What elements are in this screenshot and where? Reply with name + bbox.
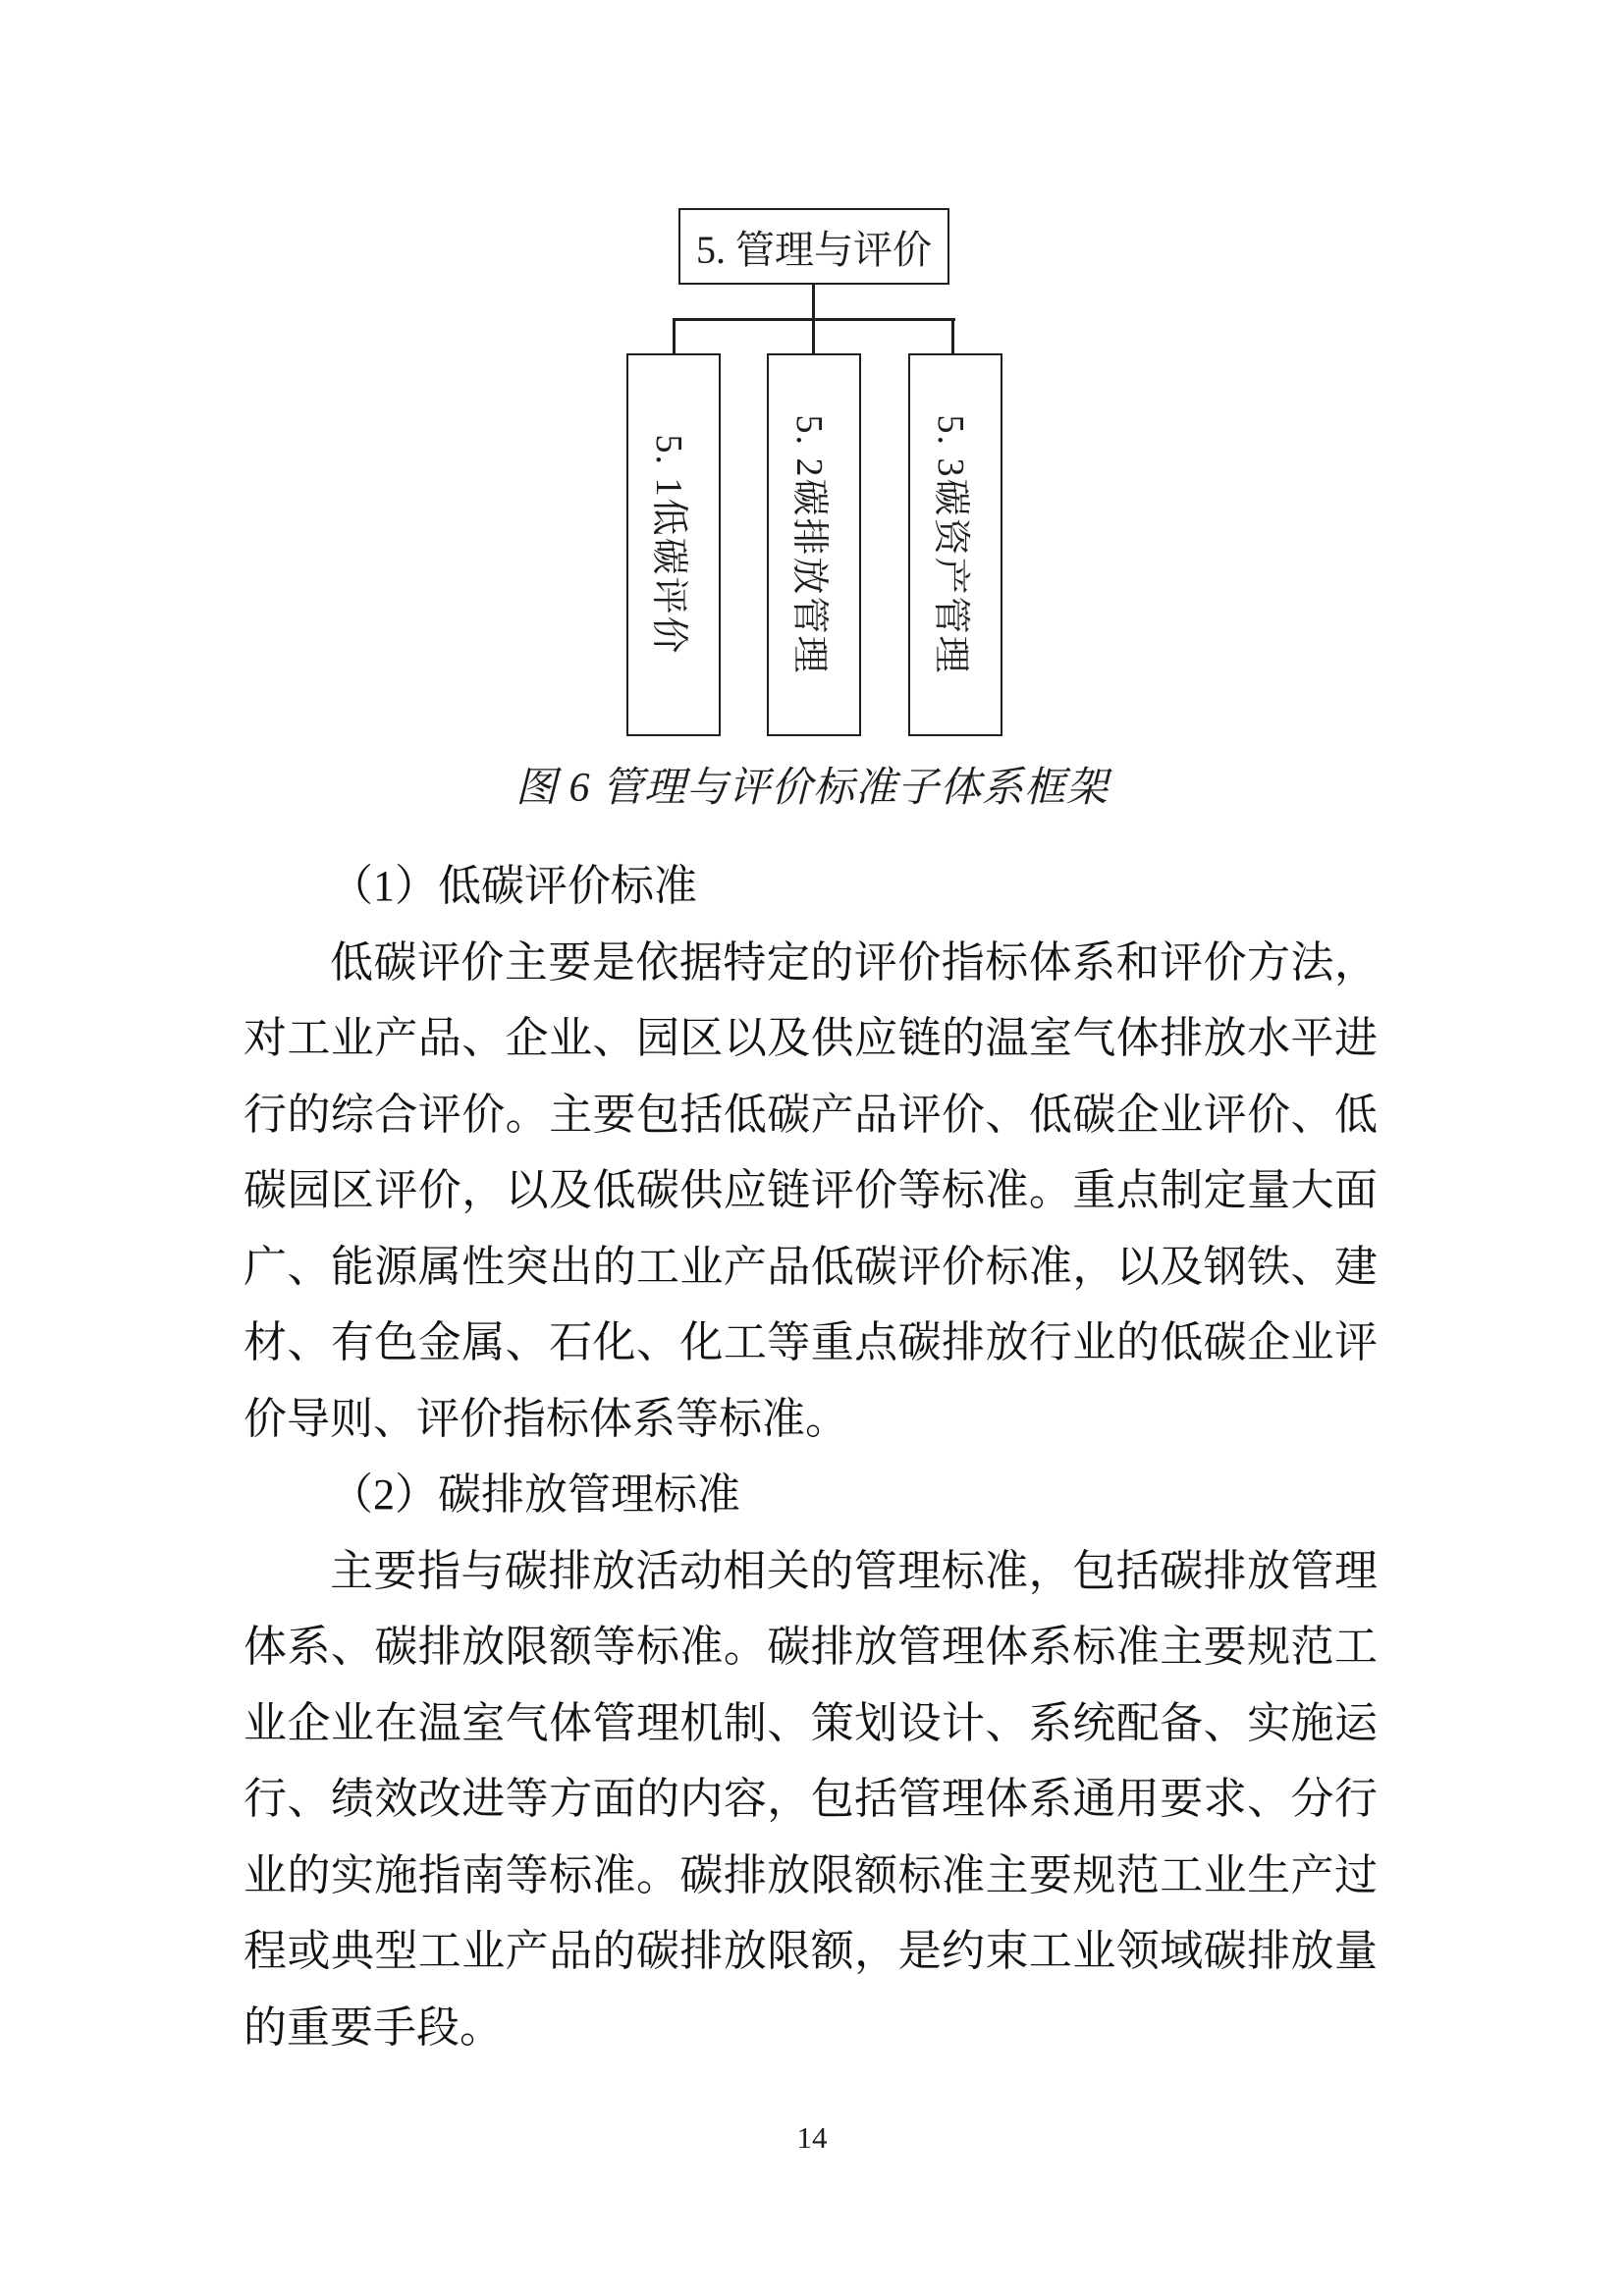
connector-root-drop-line — [812, 285, 815, 319]
org-chart-child-node-2 — [767, 353, 861, 736]
body-line: 的重要手段。 — [244, 2002, 503, 2052]
org-chart-child-label-2: 5. 2碳排放管理 — [788, 414, 831, 675]
org-chart-child-node-1 — [626, 353, 721, 736]
connector-stub-line-1 — [673, 320, 676, 353]
body-line: 价导则、评价指标体系等标准。 — [244, 1394, 848, 1443]
section-heading-1: （1）低碳评价标准 — [330, 862, 697, 910]
page-number: 14 — [796, 2120, 828, 2155]
body-line: 对工业产品、企业、园区以及供应链的温室气体排放水平进 — [244, 1014, 1378, 1062]
body-line: 主要指与碳排放活动相关的管理标准，包括碳排放管理 — [330, 1546, 1378, 1595]
org-chart-child-label-3: 5. 3碳资产管理 — [930, 414, 972, 675]
body-text — [244, 848, 1378, 2065]
org-chart-child-label-1: 5. 1低碳评价 — [648, 434, 690, 656]
figure-caption: 图 6 管理与评价标准子体系框架 — [514, 766, 1109, 811]
section-heading-2: （2）碳排放管理标准 — [330, 1470, 740, 1519]
body-line: 程或典型工业产品的碳排放限额，是约束工业领域碳排放量 — [244, 1927, 1378, 1975]
body-line: 行的综合评价。主要包括低碳产品评价、低碳企业评价、低 — [244, 1090, 1378, 1139]
body-line: 碳园区评价，以及低碳供应链评价等标准。重点制定量大面 — [244, 1166, 1378, 1214]
connector-stub-line-3 — [951, 320, 954, 353]
body-line: 业的实施指南等标准。碳排放限额标准主要规范工业生产过 — [244, 1850, 1378, 1899]
body-line: 广、能源属性突出的工业产品低碳评价标准，以及钢铁、建 — [244, 1242, 1378, 1291]
connector-stub-line-2 — [812, 320, 815, 353]
body-line: 体系、碳排放限额等标准。碳排放管理体系标准主要规范工 — [244, 1623, 1378, 1671]
body-line: 材、有色金属、石化、化工等重点碳排放行业的低碳企业评 — [244, 1318, 1378, 1366]
body-line: 业企业在温室气体管理机制、策划设计、系统配备、实施运 — [244, 1698, 1378, 1747]
body-line: 低碳评价主要是依据特定的评价指标体系和评价方法， — [330, 937, 1378, 987]
org-chart-child-node-3 — [908, 353, 1002, 736]
org-chart-root-node: 5. 管理与评价 — [678, 208, 949, 285]
body-line: 行、绩效改进等方面的内容，包括管理体系通用要求、分行 — [244, 1775, 1378, 1823]
